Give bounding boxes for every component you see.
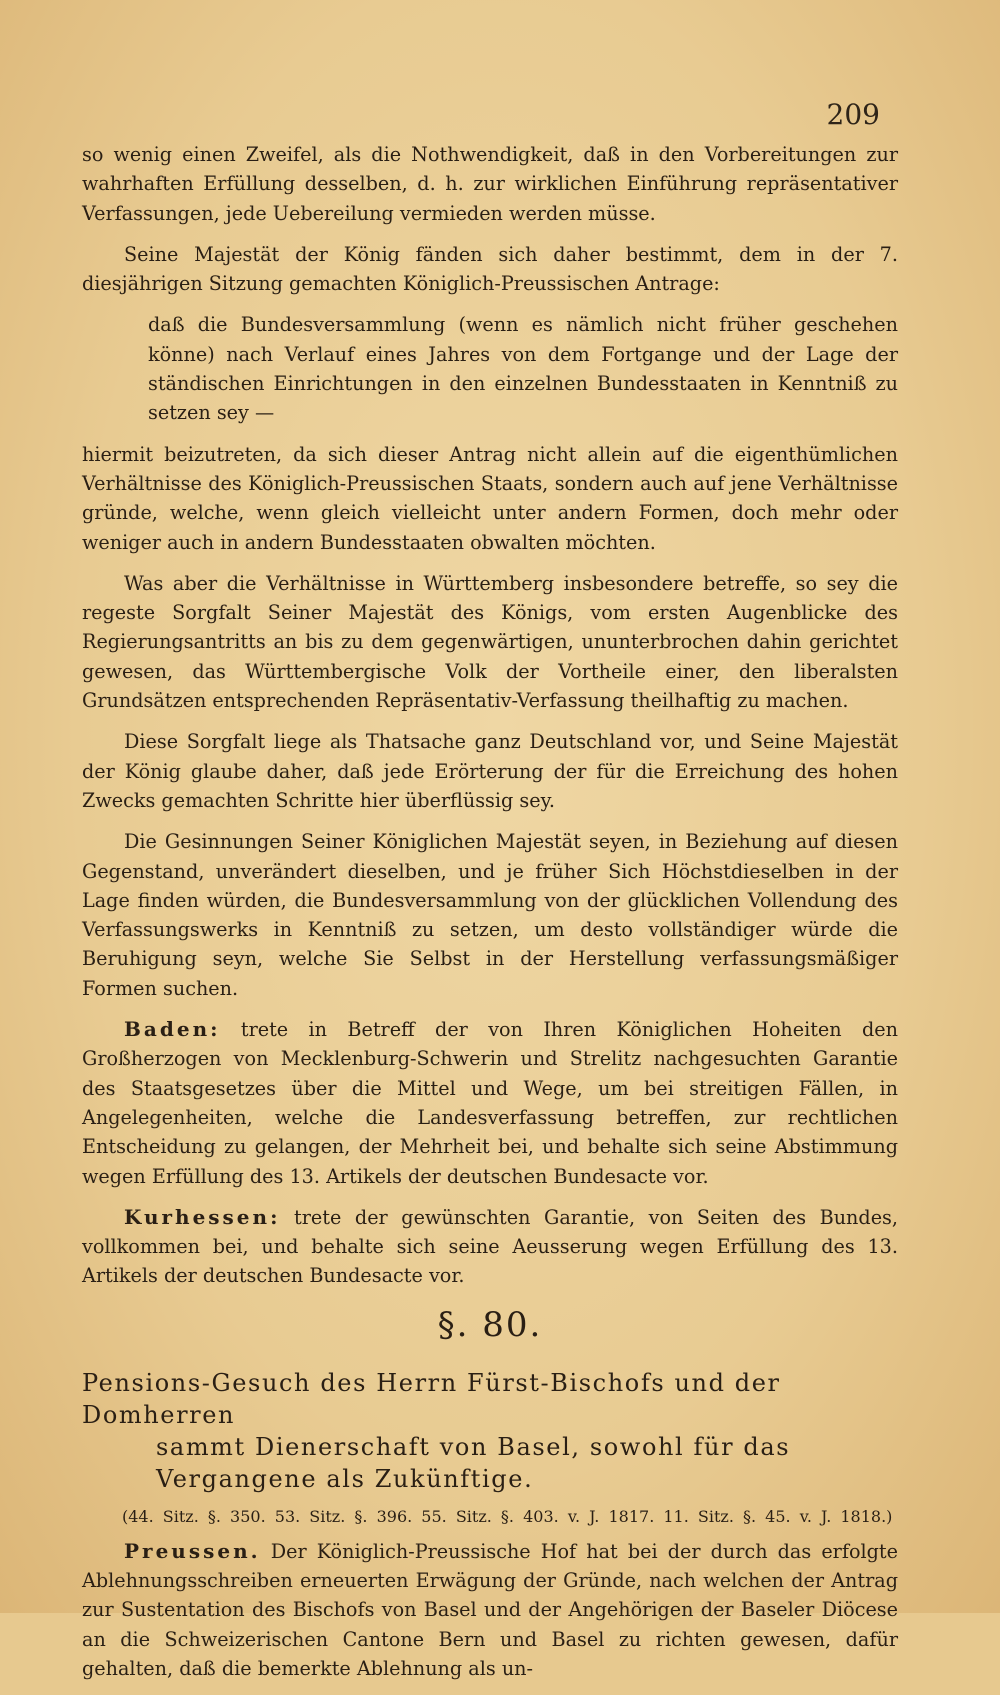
paragraph-continuation: so wenig einen Zweifel, als die Nothwendigkeit, daß in den Vorbereitungen zur wahrhaften Erfüllung desselben, d. h. zur wirklichen Einführung repräsentativer Verfassungen, jede Uebereilung vermieden werden müsse.: [82, 143, 898, 225]
lead-kurhessen: Kurhessen:: [124, 1204, 281, 1229]
page-body: [82, 140, 898, 1695]
section-number: §. 80.: [437, 1304, 543, 1345]
quoted-motion: daß die Bundesversammlung (wenn es nämlich nicht früher geschehen könne) nach Verlauf eines Jahres von dem Fortgange und der Lage der ständischen Einrichtungen in den einzelnen Bundesstaaten in Kenntniß zu setzen sey —: [148, 313, 898, 425]
text-baden: trete in Betreff der von Ihren Königlichen Hoheiten den Großherzogen von Mecklenburg-Schwerin und Strelitz nachgesuchten Garantie des Staatsgesetzes über die Mittel und Wege, um bei streitigen Fällen, in Angelegenheiten, welche die Landesverfassung betreffen, zur rechtlichen Entscheidung zu gelangen, der Mehrheit bei, und behalte sich seine Abstimmung wegen Erfüllung des 13. Artikels der deutschen Bundesacte vor.: [82, 1018, 898, 1188]
text-preussen: Der Königlich-Preussische Hof hat bei der durch das erfolgte Ablehnungsschreiben erneuerten Erwägung der Gründe, nach welchen der Antrag zur Sustentation des Bischofs von Basel und der Angehörigen der Baseler Diöcese an die Schweizerischen Cantone Bern und Basel zu richten gewesen, dafür gehalten, daß die bemerkte Ablehnung als un-: [82, 1539, 898, 1680]
lead-baden: Baden:: [124, 1017, 221, 1042]
paragraph-kurhessen: [82, 1203, 898, 1291]
paragraph-majesty-decision: Seine Majestät der König fänden sich daher bestimmt, dem in der 7. diesjährigen Sitzung gemachten Königlich-Preussischen Antrage:: [82, 242, 898, 296]
paragraph-accession: hiermit beizutreten, da sich dieser Antrag nicht allein auf die eigenthümlichen Verhältnisse des Königlich-Preussischen Staats, sondern auch auf jene Verhältnisse gründe, welche, wenn gleich vielleicht unter andern Formen, doch mehr oder weniger auch in andern Bundesstaaten obwalten möchten.: [82, 442, 898, 554]
section-heading-first-line: Pensions-Gesuch des Herrn Fürst-Bischofs und der Domherren: [82, 1368, 781, 1429]
section-heading: [82, 1367, 898, 1495]
paragraph-preussen: [82, 1537, 898, 1683]
paragraph-care: Diese Sorgfalt liege als Thatsache ganz Deutschland vor, und Seine Majestät der König glaube daher, daß jede Erörterung der für die Erreichung des hohen Zwecks gemachten Schritte hier überflüssig sey.: [82, 730, 898, 812]
paragraph-sentiments: Die Gesinnungen Seiner Königlichen Majestät seyen, in Beziehung auf diesen Gegenstand, unverändert dieselben, und je früher Sich Höchstdieselben in der Lage finden würden, die Bundesversammlung von der glücklichen Vollendung des Verfassungswerks in Kenntniß zu setzen, um desto vollständiger würde die Beruhigung seyn, welche Sie Selbst in der Herstellung verfassungsmäßiger Formen suchen.: [82, 830, 898, 1000]
paragraph-baden: [82, 1015, 898, 1191]
section-heading-rest: sammt Dienerschaft von Basel, sowohl für das Vergangene als Zukünftige.: [156, 1432, 791, 1493]
page-number: 209: [826, 98, 880, 131]
lead-preussen: Preussen.: [124, 1538, 261, 1563]
paragraph-wuerttemberg: Was aber die Verhältnisse in Württemberg insbesondere betreffe, so sey die regeste Sorgfalt Seiner Majestät des Königs, vom ersten Augenblicke des Regierungsantritts an bis zu dem gegenwärtigen, ununterbrochen dahin gerichtet gewesen, das Württembergische Volk der Vortheile einer, den liberalsten Grundsätzen entsprechenden Repräsentativ-Verfassung theilhaftig zu machen.: [82, 571, 898, 713]
text-kurhessen: trete der gewünschten Garantie, von Seiten des Bundes, vollkommen bei, und behalte sich seine Aeusserung wegen Erfüllung des 13. Artikels der deutschen Bundesacte vor.: [82, 1205, 899, 1288]
section-references: (44. Sitz. §. 350. 53. Sitz. §. 396. 55. Sitz. §. 403. v. J. 1817. 11. Sitz. §. 45. v. J. 1818.): [122, 1506, 893, 1526]
